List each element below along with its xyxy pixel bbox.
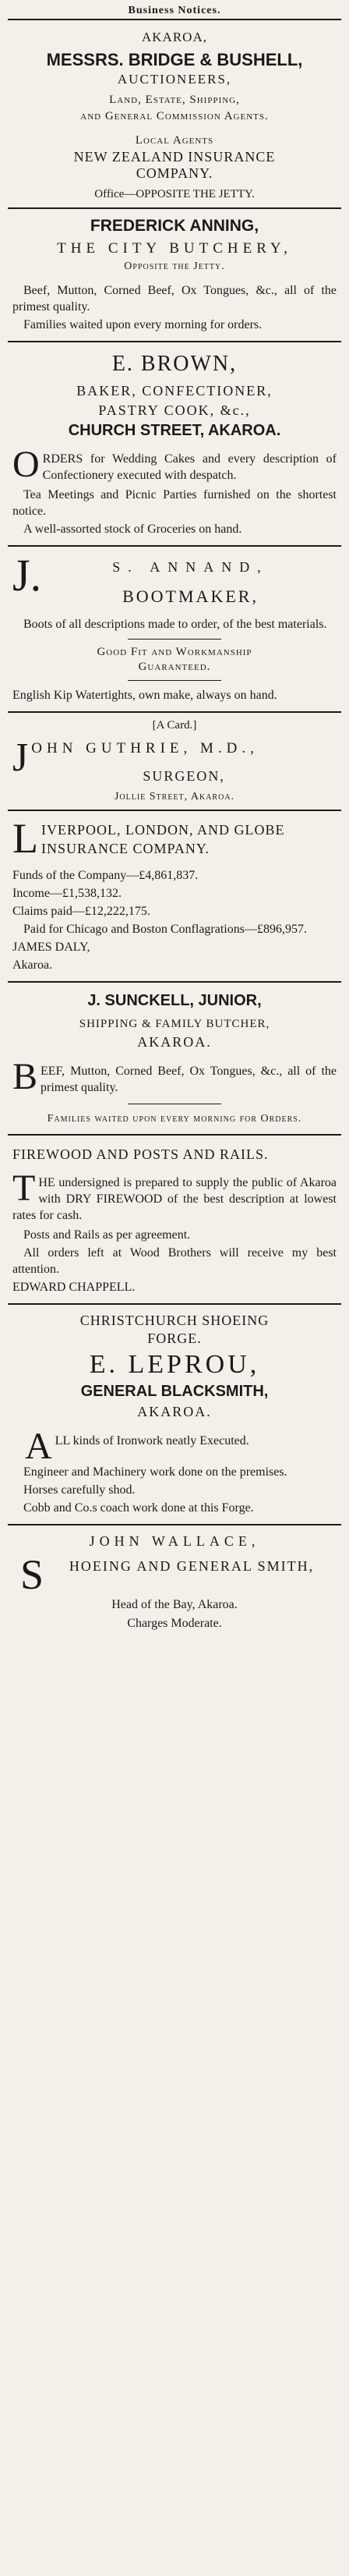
ad-dropcap: A: [25, 1431, 52, 1462]
ad-trade-1: BAKER, CONFECTIONER,: [76, 383, 273, 399]
ad-dropcap: L: [12, 820, 38, 858]
ad-guarantee-1: Good Fit and Workmanship: [97, 646, 252, 658]
ad-town: AKAROA.: [137, 1034, 212, 1050]
ad-dropcap: O: [12, 449, 40, 485]
ad-name: FREDERICK ANNING,: [90, 217, 259, 235]
ad-services-2: and General Commission Agents.: [80, 110, 269, 122]
ad-name: JOHN WALLACE,: [89, 1533, 260, 1549]
ad-body-3: English Kip Watertights, own make, always on hand.: [12, 689, 277, 702]
ad-guarantee-2: Guaranteed.: [138, 661, 211, 673]
ad-leprou: [8, 1305, 341, 1525]
ad-body-1: LL kinds of Ironwork neatly Executed.: [55, 1434, 249, 1447]
ad-name: E. LEPROU,: [89, 1350, 260, 1379]
ad-place: AKAROA,: [142, 30, 207, 44]
ad-body-1: RDERS for Wedding Cakes and every description of Confectionery executed with despatch.: [42, 452, 337, 482]
ad-body-1: Boots of all descriptions made to order, of the best materials.: [23, 618, 327, 631]
ad-body-2: Engineer and Machinery work done on the premises.: [23, 1465, 287, 1479]
ad-body-4: Cobb and Co.s coach work done at this Forge.: [23, 1501, 254, 1515]
ad-company-1: NEW ZEALAND INSURANCE: [73, 149, 276, 165]
ad-agents-label: Local Agents: [135, 134, 214, 147]
ad-paid: Paid for Chicago and Boston Conflagrations—£896,957.: [23, 923, 307, 936]
ad-trade: SHIPPING & FAMILY BUTCHER,: [79, 1018, 270, 1030]
ad-town: Akaroa.: [12, 958, 53, 972]
ad-trade-2: PASTRY COOK, &c.,: [98, 402, 251, 418]
divider: [128, 680, 221, 681]
ad-head-1: CHRISTCHURCH SHOEING: [79, 1313, 270, 1328]
ad-liverpool-insurance: [8, 811, 341, 983]
ad-head-2: FORGE.: [147, 1331, 202, 1346]
ad-address: Jollie Street, Akaroa.: [114, 791, 235, 803]
ad-body-2: Families waited upon every morning for Orders.: [47, 1113, 302, 1125]
ad-services-1: Land, Estate, Shipping,: [109, 94, 240, 106]
ad-body-3: All orders left at Wood Brothers will receive my best attention.: [12, 1246, 337, 1276]
ad-body-3: Horses carefully shod.: [23, 1483, 136, 1497]
ad-name: J. SUNCKELL, JUNIOR,: [87, 992, 262, 1009]
ad-signature: EDWARD CHAPPELL.: [12, 1281, 136, 1294]
ad-trade: BOOTMAKER,: [122, 586, 259, 606]
ad-title: SURGEON,: [143, 768, 225, 784]
ad-dropcap: J.: [12, 556, 42, 601]
ad-agent: JAMES DALY,: [12, 941, 90, 954]
ad-body-2: Tea Meetings and Picnic Parties furnished on the shortest notice.: [12, 488, 337, 518]
ad-dropcap: S: [20, 1556, 44, 1593]
ad-trade: GENERAL BLACKSMITH,: [80, 1383, 269, 1400]
ad-company-2: COMPANY.: [136, 165, 213, 181]
ad-role: AUCTIONEERS,: [117, 72, 232, 87]
ad-address: Head of the Bay, Akaroa.: [111, 1598, 238, 1611]
ad-head: IVERPOOL, LONDON, AND GLOBE INSURANCE COMPANY.: [41, 822, 285, 856]
ad-head: FIREWOOD AND POSTS AND RAILS.: [12, 1146, 269, 1162]
ad-body-3: A well-assorted stock of Groceries on hand.: [23, 523, 242, 536]
ad-j-s-annand: [8, 547, 341, 713]
ad-body-1: Beef, Mutton, Corned Beef, Ox Tongues, &c., all of the primest quality.: [12, 284, 337, 314]
ad-bridge-bushell: [8, 20, 341, 209]
ad-body-1: HE undersigned is prepared to supply the public of Akaroa with DRY FIREWOOD of the best description at lowest rates for cash.: [12, 1176, 337, 1222]
ad-body-2: Posts and Rails as per agreement.: [23, 1228, 191, 1242]
ad-name: OHN GUTHRIE, M.D.,: [31, 740, 259, 757]
ad-john-guthrie: [8, 713, 341, 811]
ad-name: MESSRS. BRIDGE & BUSHELL,: [46, 50, 303, 69]
newspaper-column: [8, 0, 341, 1637]
divider: [128, 639, 221, 640]
section-header: Business Notices.: [8, 3, 341, 20]
ad-trade: HOEING AND GENERAL SMITH,: [69, 1558, 315, 1574]
ad-dropcap: B: [12, 1061, 38, 1097]
ad-name: E. BROWN,: [111, 352, 238, 376]
ad-sunckell: [8, 983, 341, 1136]
ad-location: Opposite the Jetty.: [124, 260, 225, 272]
ad-dropcap: T: [12, 1173, 36, 1209]
ad-body-2: Families waited upon every morning for orders.: [23, 318, 263, 331]
ad-funds: Funds of the Company—£4,861,837.: [12, 869, 199, 882]
ad-office: Office—OPPOSITE THE JETTY.: [94, 188, 255, 200]
ad-dropcap: J: [12, 740, 29, 780]
ad-frederick-anning: [8, 209, 341, 342]
ad-firewood: [8, 1136, 341, 1305]
ad-charges: Charges Moderate.: [127, 1617, 222, 1630]
ad-e-brown: [8, 342, 341, 547]
ad-john-wallace: [8, 1525, 341, 1637]
ad-income: Income—£1,538,132.: [12, 887, 122, 900]
ad-claims: Claims paid—£12,222,175.: [12, 905, 150, 918]
ad-card-label: [A Card.]: [152, 719, 197, 732]
ad-name: S. ANNAND,: [112, 559, 269, 575]
ad-body-1: EEF, Mutton, Corned Beef, Ox Tongues, &c., all of the primest quality.: [41, 1065, 337, 1094]
ad-address: CHURCH STREET, AKAROA.: [68, 422, 281, 439]
ad-town: AKAROA.: [137, 1404, 212, 1419]
ad-business: THE CITY BUTCHERY,: [57, 240, 292, 257]
